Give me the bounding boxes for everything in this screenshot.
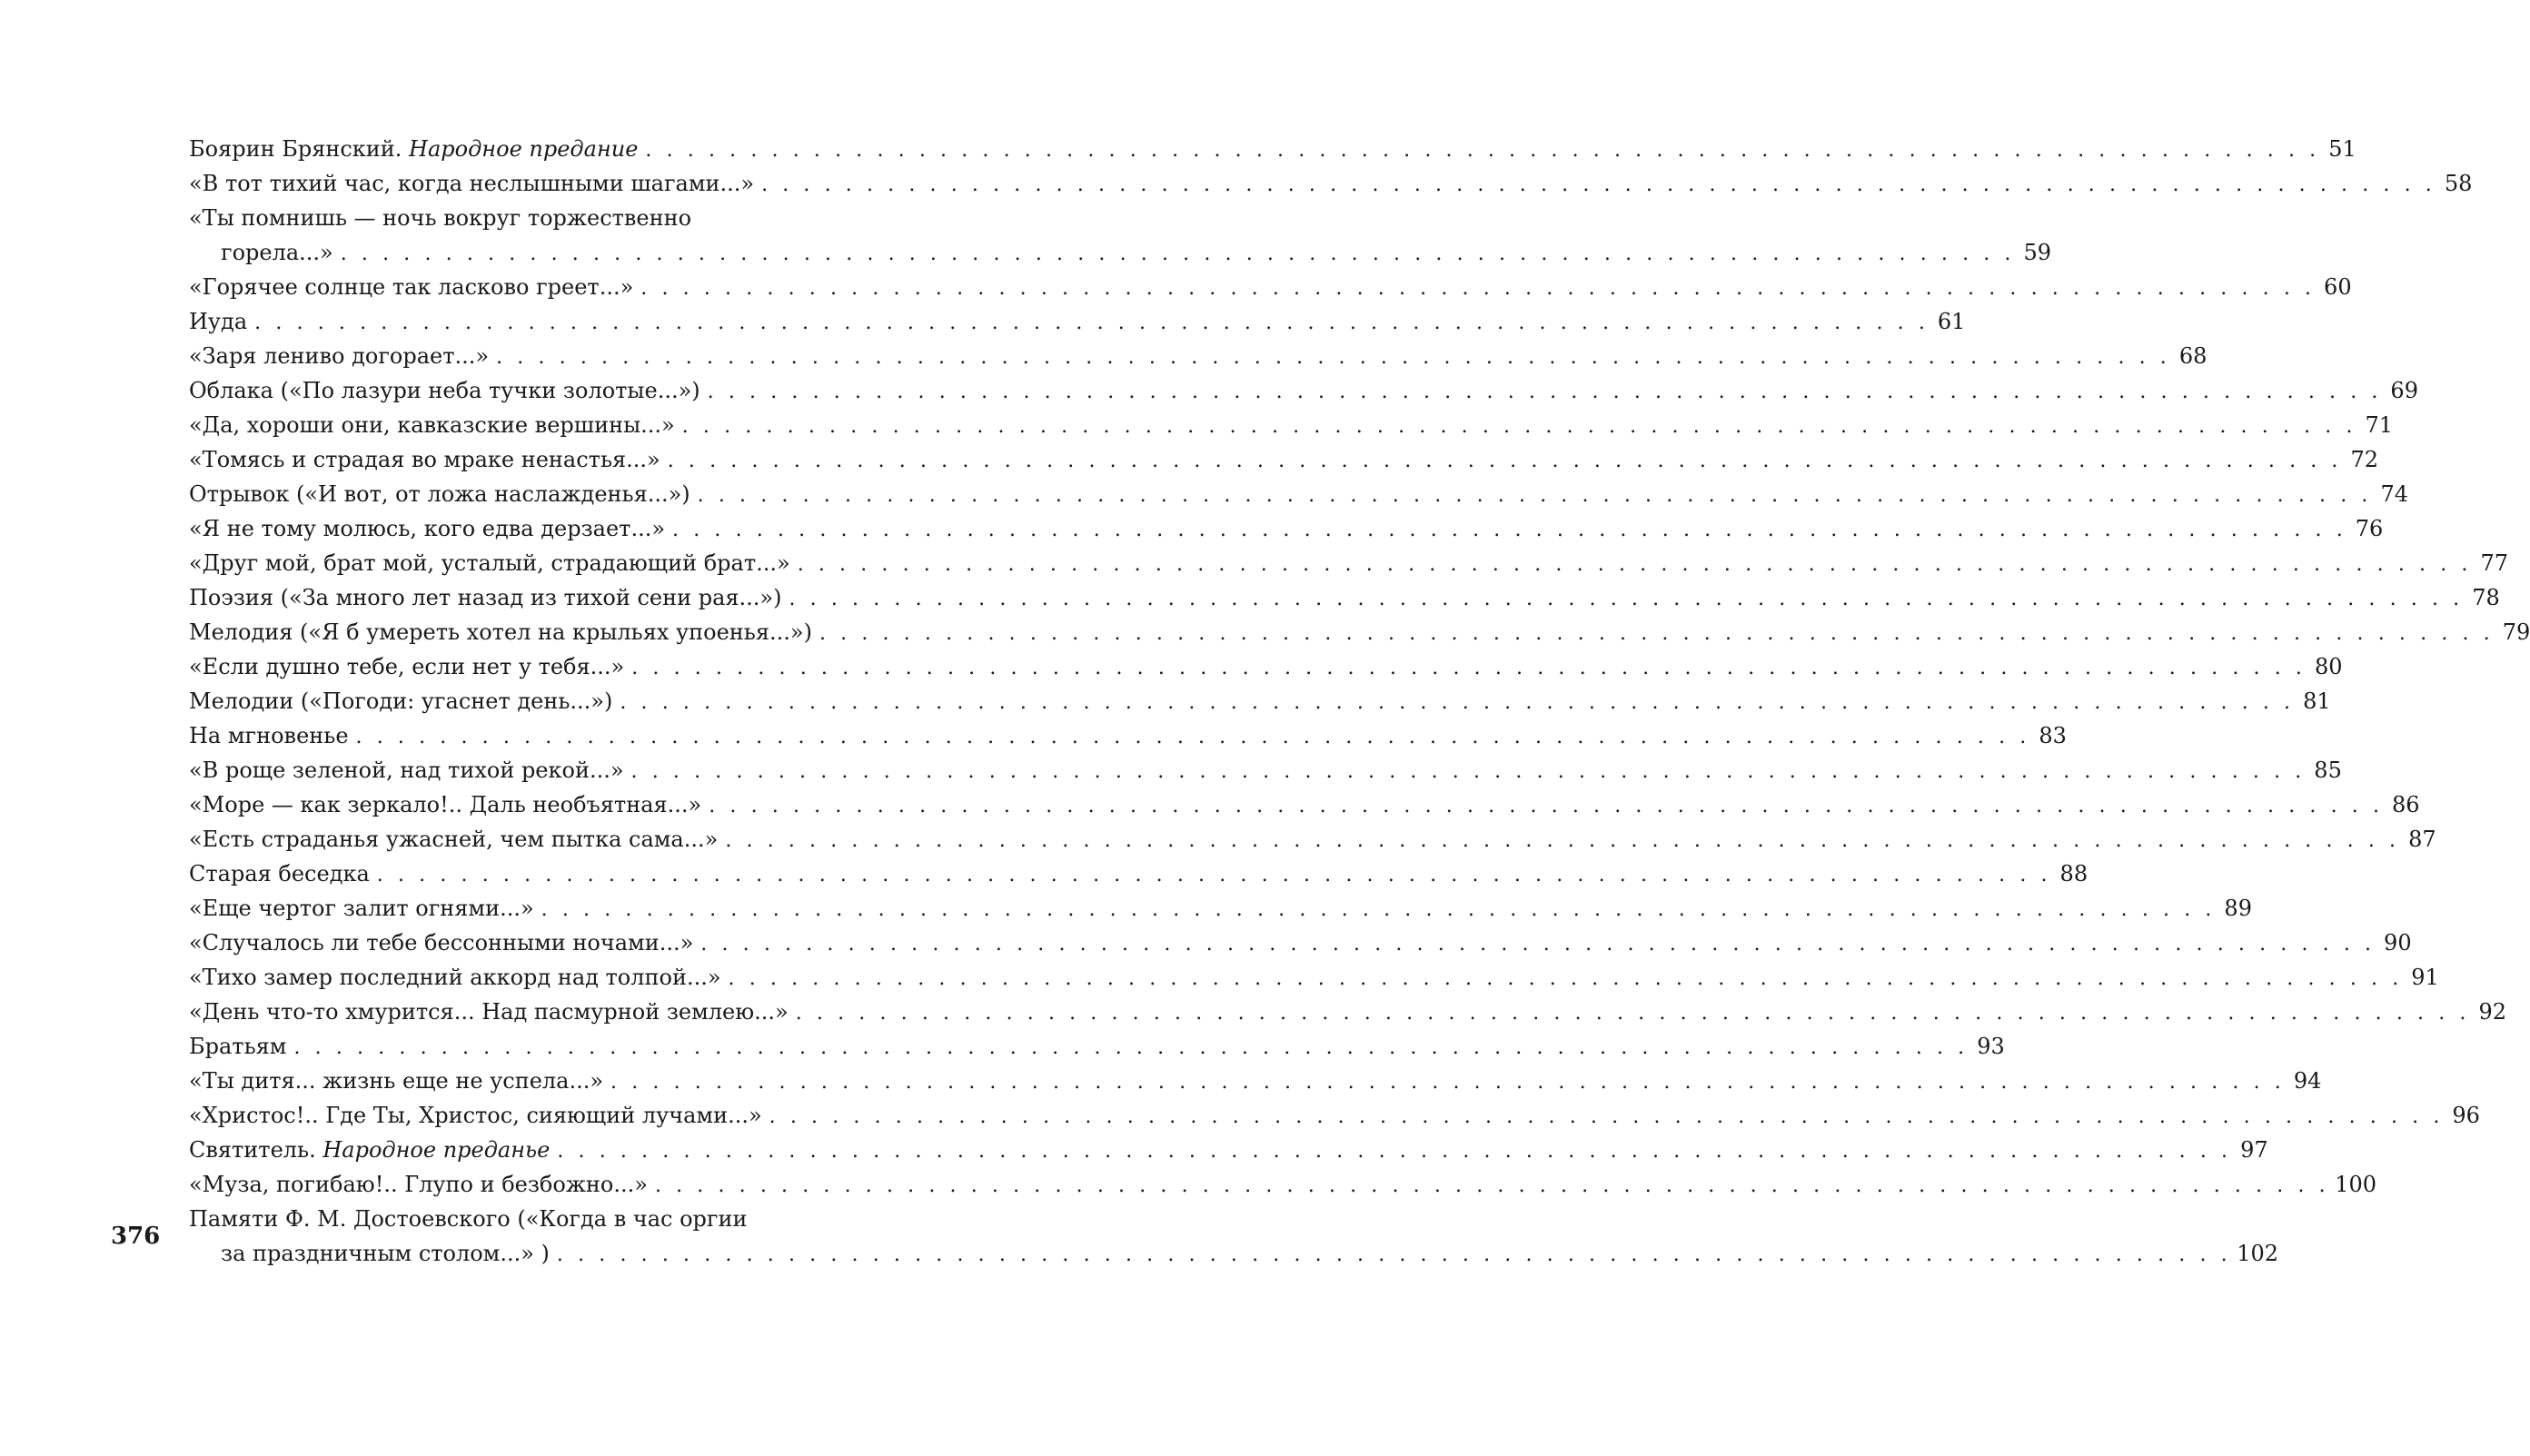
- toc-entry-line: [189, 201, 865, 235]
- toc-entry-line: [189, 270, 2352, 304]
- dot-leader: . . . . . . . . . . . . . . . . . . . . . . . . . . . . . . . . . . . . . . . . . . . . . . . . . . . . . . . . . . . . . . . . . . . . . . . . . . . . . . . .: [761, 173, 2436, 196]
- toc-entry-line: [189, 1098, 2480, 1133]
- toc-entry-title: [189, 822, 718, 857]
- toc-entry-line: [189, 1064, 2322, 1098]
- toc-entry-page: 59: [2023, 240, 2052, 265]
- toc-entry-page: 60: [2324, 274, 2352, 300]
- toc-entry-title: [189, 753, 624, 787]
- toc-entry-page: 72: [2350, 447, 2379, 472]
- toc-entry-page: 96: [2452, 1103, 2480, 1128]
- toc-entry-title: [189, 477, 690, 511]
- toc-entry-line: [189, 511, 2384, 546]
- toc-entry: [189, 960, 2439, 995]
- dot-leader: . . . . . . . . . . . . . . . . . . . . . . . . . . . . . . . . . . . . . . . . . . . . . . . . . . . . . . . . . . . . . . . . . . . . . . . . . . . . . . . .: [769, 1105, 2444, 1128]
- toc-entry-page: 83: [2039, 723, 2067, 748]
- dot-leader: . . . . . . . . . . . . . . . . . . . . . . . . . . . . . . . . . . . . . . . . . . . . . . . . . . . . . . . . . . . . . . . . . . . . . . . . . . . . . . . .: [293, 1036, 1969, 1059]
- dot-leader: . . . . . . . . . . . . . . . . . . . . . . . . . . . . . . . . . . . . . . . . . . . . . . . . . . . . . . . . . . . . . . . . . . . . . . . . . . . . . . . .: [797, 553, 2472, 576]
- toc-entry-line: [189, 1202, 865, 1236]
- toc-entry-title: [189, 1029, 286, 1064]
- toc-entry-line: [189, 753, 2342, 787]
- toc-entry-page: 88: [2059, 861, 2088, 886]
- toc-entry-subtitle: Народное преданье: [322, 1137, 551, 1163]
- toc-entry-title: [189, 649, 624, 684]
- dot-leader: . . . . . . . . . . . . . . . . . . . . . . . . . . . . . . . . . . . . . . . . . . . . . . . . . . . . . . . . . . . . . . . . . . . . . . . . . . . . . . . .: [631, 657, 2307, 679]
- toc-entry-title: [189, 1133, 550, 1167]
- toc-entry-title: [189, 995, 789, 1029]
- toc-entry-line: [189, 649, 2343, 684]
- toc-entry-title: [189, 373, 700, 408]
- toc-entry-subtitle: Народное предание: [409, 136, 639, 162]
- toc-entry-title-text: Боярин Брянский.: [189, 136, 410, 162]
- toc-entry-line: [189, 787, 2420, 822]
- toc-entry-title-text: Отрывок («И вот, от ложа наслажденья...»): [189, 481, 690, 507]
- toc-entry-title-text: Старая беседка: [189, 861, 370, 886]
- toc-entry-line: [189, 132, 2356, 166]
- toc-entry-title-text: Братьям: [189, 1034, 287, 1059]
- dot-leader: . . . . . . . . . . . . . . . . . . . . . . . . . . . . . . . . . . . . . . . . . . . . . . . . . . . . . . . . . . . . . . . . . . . . . . . . . . . . . . . .: [355, 726, 2030, 748]
- toc-entry-line: [189, 546, 2508, 580]
- toc-entry: [189, 1133, 2268, 1167]
- toc-entry-title: [189, 201, 691, 235]
- toc-entry-title: [189, 857, 370, 891]
- toc-entry-title: [189, 718, 349, 753]
- toc-entry-title: [189, 1202, 747, 1236]
- toc-entry-line: [189, 166, 2473, 201]
- toc-entry-page: 100: [2335, 1172, 2377, 1197]
- toc-entry-page: 79: [2502, 619, 2530, 645]
- toc-entry-title-text: «Друг мой, брат мой, усталый, страдающий брат...»: [189, 550, 790, 576]
- toc-entry: [189, 304, 1966, 339]
- toc-entry-page: 94: [2293, 1068, 2322, 1094]
- page-number: 376: [111, 1223, 161, 1250]
- toc-entry-page: 69: [2390, 378, 2418, 403]
- toc-entry-line: [189, 408, 2394, 442]
- toc-entry: [189, 822, 2436, 857]
- toc-entry-line-continued: [189, 1236, 2279, 1271]
- toc-entry-title-text: «Случалось ли тебе бессонными ночами...»: [189, 930, 694, 956]
- toc-entry: [189, 408, 2394, 442]
- toc-entry-title-text: На мгновенье: [189, 723, 349, 748]
- dot-leader: . . . . . . . . . . . . . . . . . . . . . . . . . . . . . . . . . . . . . . . . . . . . . . . . . . . . . . . . . . . . . . . . . . . . . . . . . . . . . . . .: [728, 967, 2403, 990]
- dot-leader: . . . . . . . . . . . . . . . . . . . . . . . . . . . . . . . . . . . . . . . . . . . . . . . . . . . . . . . . . . . . . . . . . . . . . . . . . . . . . . . .: [630, 760, 2306, 783]
- toc-entry-title: [189, 511, 665, 546]
- toc-entry-page: 68: [2178, 343, 2208, 369]
- toc-entry-title: [189, 787, 701, 822]
- table-of-contents: [189, 132, 2530, 1271]
- toc-entry-line: [189, 580, 2500, 615]
- toc-entry: [189, 201, 2052, 270]
- toc-entry-title: [189, 580, 781, 615]
- toc-entry: [189, 373, 2418, 408]
- toc-entry-title-text: Облака («По лазури неба тучки золотые...»): [189, 378, 700, 403]
- toc-entry-title: [189, 408, 675, 442]
- toc-entry-title: [189, 304, 247, 339]
- toc-entry-page: 87: [2408, 827, 2436, 852]
- toc-entry-page: 102: [2237, 1241, 2279, 1266]
- toc-entry-page: 61: [1937, 309, 1966, 334]
- toc-entry-page: 71: [2365, 412, 2394, 438]
- dot-leader: . . . . . . . . . . . . . . . . . . . . . . . . . . . . . . . . . . . . . . . . . . . . . . . . . . . . . . . . . . . . . . . . . . . . . . . . . . . . . . . .: [340, 243, 2016, 265]
- toc-entry: [189, 1029, 2005, 1064]
- toc-entry-line: [189, 684, 2331, 718]
- toc-entry-page: 77: [2480, 550, 2508, 576]
- toc-entry-line: [189, 926, 2412, 960]
- toc-entry: [189, 1064, 2322, 1098]
- toc-entry-page: 85: [2314, 758, 2342, 783]
- toc-entry: [189, 166, 2473, 201]
- toc-entry-line: [189, 442, 2379, 477]
- toc-entry-page: 78: [2472, 585, 2500, 610]
- dot-leader: . . . . . . . . . . . . . . . . . . . . . . . . . . . . . . . . . . . . . . . . . . . . . . . . . . . . . . . . . . . . . . . . . . . . . . . . . . . . . . . .: [610, 1071, 2286, 1094]
- toc-entry-line: [189, 1167, 2377, 1202]
- toc-entry-title: [189, 339, 489, 373]
- toc-entry-title-text: «Заря лениво догорает...»: [189, 343, 490, 369]
- toc-entry-line: [189, 339, 2208, 373]
- toc-entry: [189, 1098, 2480, 1133]
- dot-leader: . . . . . . . . . . . . . . . . . . . . . . . . . . . . . . . . . . . . . . . . . . . . . . . . . . . . . . . . . . . . . . . . . . . . . . . . . . . . . . . .: [709, 795, 2384, 817]
- toc-entry: [189, 995, 2507, 1029]
- toc-entry: [189, 511, 2384, 546]
- toc-entry-title-text: «Муза, погибаю!.. Глупо и безбожно...»: [189, 1172, 648, 1197]
- dot-leader: . . . . . . . . . . . . . . . . . . . . . . . . . . . . . . . . . . . . . . . . . . . . . . . . . . . . . . . . . . . . . . . . . . . . . . . . . . . . . . . .: [376, 864, 2052, 886]
- toc-entry-page: 58: [2444, 171, 2473, 196]
- toc-entry-title: [189, 891, 534, 926]
- toc-entry-page: 92: [2478, 999, 2507, 1025]
- toc-entry-title: [189, 1098, 762, 1133]
- toc-entry-title: [189, 546, 790, 580]
- toc-entry-line: [189, 822, 2436, 857]
- toc-entry-line-continued: [189, 235, 2052, 270]
- toc-entry: [189, 753, 2342, 787]
- toc-entry-title-text: Мелодии («Погоди: угаснет день...»): [189, 688, 613, 714]
- toc-entry: [189, 442, 2379, 477]
- toc-entry-title-text: «Еще чертог залит огнями...»: [189, 896, 534, 921]
- toc-entry: [189, 787, 2420, 822]
- toc-entry: [189, 649, 2343, 684]
- toc-entry-page: 80: [2314, 654, 2343, 679]
- toc-entry-title-text: «Есть страданья ужасней, чем пытка сама...»: [189, 827, 719, 852]
- dot-leader: . . . . . . . . . . . . . . . . . . . . . . . . . . . . . . . . . . . . . . . . . . . . . . . . . . . . . . . . . . . . . . . . . . . . . . . . . . . . . . . .: [725, 829, 2400, 852]
- toc-entry-title-text: «В роще зеленой, над тихой рекой...»: [189, 758, 624, 783]
- toc-entry: [189, 477, 2408, 511]
- toc-entry-line: [189, 1133, 2268, 1167]
- toc-entry: [189, 1167, 2377, 1202]
- toc-entry: [189, 891, 2252, 926]
- toc-entry: [189, 270, 2352, 304]
- toc-entry-title-text: «Ты дитя... жизнь еще не успела...»: [189, 1068, 604, 1094]
- toc-entry: [189, 615, 2530, 649]
- dot-leader: . . . . . . . . . . . . . . . . . . . . . . . . . . . . . . . . . . . . . . . . . . . . . . . . . . . . . . . . . . . . . . . . . . . . . . . . . . . . . . . .: [681, 415, 2357, 438]
- toc-entry: [189, 926, 2412, 960]
- toc-entry-title-text: «Христос!.. Где Ты, Христос, сияющий лучами...»: [189, 1103, 762, 1128]
- toc-entry-line: [189, 373, 2418, 408]
- dot-leader: . . . . . . . . . . . . . . . . . . . . . . . . . . . . . . . . . . . . . . . . . . . . . . . . . . . . . . . . . . . . . . . . . . . . . . . . . . . . . . . .: [672, 519, 2347, 541]
- toc-entry-title-continued: горела...»: [221, 240, 333, 265]
- toc-entry-title-text: Поэзия («За много лет назад из тихой сени рая...»): [189, 585, 782, 610]
- toc-entry-title-text: «Тихо замер последний аккорд над толпой...»: [189, 965, 721, 990]
- toc-entry-line: [189, 615, 2530, 649]
- toc-entry-line: [189, 995, 2507, 1029]
- dot-leader: . . . . . . . . . . . . . . . . . . . . . . . . . . . . . . . . . . . . . . . . . . . . . . . . . . . . . . . . . . . . . . . . . . . . . . . . . . . . . . . .: [557, 1140, 2232, 1163]
- toc-entry-page: 90: [2384, 930, 2412, 956]
- dot-leader: . . . . . . . . . . . . . . . . . . . . . . . . . . . . . . . . . . . . . . . . . . . . . . . . . . . . . . . . . . . . . . . . . . . . . . . . . . . . . . . .: [640, 277, 2316, 300]
- toc-entry-line: [189, 960, 2439, 995]
- toc-entry-title-text: «Я не тому молюсь, кого едва дерзает...»: [189, 516, 666, 541]
- toc-entry-page: 97: [2240, 1137, 2268, 1163]
- toc-entry-page: 74: [2380, 481, 2408, 507]
- dot-leader: . . . . . . . . . . . . . . . . . . . . . . . . . . . . . . . . . . . . . . . . . . . . . . . . . . . . . . . . . . . . . . . . . . . . . . . . . . . . . . . .: [620, 691, 2295, 714]
- toc-entry-page: 91: [2411, 965, 2439, 990]
- toc-entry-title: [189, 166, 754, 201]
- toc-entry-title-text: «Да, хороши они, кавказские вершины...»: [189, 412, 675, 438]
- toc-entry: [189, 1202, 2279, 1271]
- toc-entry-title: [189, 684, 612, 718]
- toc-entry-title-text: «Томясь и страдая во мраке ненастья...»: [189, 447, 660, 472]
- toc-entry: [189, 546, 2508, 580]
- dot-leader: . . . . . . . . . . . . . . . . . . . . . . . . . . . . . . . . . . . . . . . . . . . . . . . . . . . . . . . . . . . . . . . . . . . . . . . . . . . . . . . .: [541, 898, 2216, 921]
- toc-entry-page: 89: [2224, 896, 2252, 921]
- toc-entry: [189, 132, 2356, 166]
- toc-entry: [189, 684, 2331, 718]
- toc-entry-title-text: Памяти Ф. М. Достоевского («Когда в час оргии: [189, 1206, 748, 1232]
- dot-leader: . . . . . . . . . . . . . . . . . . . . . . . . . . . . . . . . . . . . . . . . . . . . . . . . . . . . . . . . . . . . . . . . . . . . . . . . . . . . . . . .: [496, 346, 2171, 369]
- toc-entry-title-text: «Море — как зеркало!.. Даль необъятная...»: [189, 792, 702, 817]
- dot-leader: . . . . . . . . . . . . . . . . . . . . . . . . . . . . . . . . . . . . . . . . . . . . . . . . . . . . . . . . . . . . . . . . . . . . . . . . . . . . . . . .: [697, 484, 2372, 507]
- toc-entry-title: [189, 270, 633, 304]
- dot-leader: . . . . . . . . . . . . . . . . . . . . . . . . . . . . . . . . . . . . . . . . . . . . . . . . . . . . . . . . . . . . . . . . . . . . . . . . . . . . . . . .: [819, 622, 2495, 645]
- toc-entry-title: [189, 132, 638, 166]
- dot-leader: . . . . . . . . . . . . . . . . . . . . . . . . . . . . . . . . . . . . . . . . . . . . . . . . . . . . . . . . . . . . . . . . . . . . . . . . . . . . . . . .: [654, 1174, 2330, 1197]
- toc-entry-page: 93: [1977, 1034, 2005, 1059]
- toc-entry-title: [189, 960, 721, 995]
- toc-entry-title-text: «Если душно тебе, если нет у тебя...»: [189, 654, 625, 679]
- toc-entry-line: [189, 1029, 2005, 1064]
- dot-leader: . . . . . . . . . . . . . . . . . . . . . . . . . . . . . . . . . . . . . . . . . . . . . . . . . . . . . . . . . . . . . . . . . . . . . . . . . . . . . . . .: [645, 139, 2320, 162]
- toc-entry-title: [189, 1064, 603, 1098]
- toc-entry-line: [189, 477, 2408, 511]
- toc-entry-title-continued: за праздничным столом...» ): [221, 1241, 550, 1266]
- dot-leader: . . . . . . . . . . . . . . . . . . . . . . . . . . . . . . . . . . . . . . . . . . . . . . . . . . . . . . . . . . . . . . . . . . . . . . . . . . . . . . . .: [707, 381, 2382, 403]
- toc-entry-title-text: «Горячее солнце так ласково греет...»: [189, 274, 634, 300]
- toc-entry: [189, 718, 2067, 753]
- toc-entry-line: [189, 857, 2088, 891]
- toc-entry: [189, 580, 2500, 615]
- dot-leader: . . . . . . . . . . . . . . . . . . . . . . . . . . . . . . . . . . . . . . . . . . . . . . . . . . . . . . . . . . . . . . . . . . . . . . . . . . . . . . . .: [789, 588, 2464, 610]
- toc-entry: [189, 857, 2088, 891]
- toc-entry: [189, 339, 2208, 373]
- toc-entry-title: [189, 615, 812, 649]
- toc-entry-page: 86: [2392, 792, 2420, 817]
- dot-leader: . . . . . . . . . . . . . . . . . . . . . . . . . . . . . . . . . . . . . . . . . . . . . . . . . . . . . . . . . . . . . . . . . . . . . . . . . . . . . . . .: [254, 312, 1930, 334]
- toc-entry-title: [189, 1167, 648, 1202]
- dot-leader: . . . . . . . . . . . . . . . . . . . . . . . . . . . . . . . . . . . . . . . . . . . . . . . . . . . . . . . . . . . . . . . . . . . . . . . . . . . . . . . .: [700, 933, 2376, 956]
- toc-entry-page: 76: [2355, 516, 2384, 541]
- dot-leader: . . . . . . . . . . . . . . . . . . . . . . . . . . . . . . . . . . . . . . . . . . . . . . . . . . . . . . . . . . . . . . . . . . . . . . . . . . . . . . . .: [556, 1243, 2232, 1266]
- toc-entry-title-text: Святитель.: [189, 1137, 323, 1163]
- toc-entry-page: 81: [2303, 688, 2331, 714]
- toc-entry-title: [189, 926, 693, 960]
- toc-entry-line: [189, 718, 2067, 753]
- toc-entry-title-text: «В тот тихий час, когда неслышными шагами...»: [189, 171, 755, 196]
- toc-entry-title: [189, 442, 660, 477]
- toc-entry-title-text: Иуда: [189, 309, 248, 334]
- dot-leader: . . . . . . . . . . . . . . . . . . . . . . . . . . . . . . . . . . . . . . . . . . . . . . . . . . . . . . . . . . . . . . . . . . . . . . . . . . . . . . . .: [667, 450, 2343, 472]
- toc-entry-title-text: «День что-то хмурится... Над пасмурной землею...»: [189, 999, 789, 1025]
- toc-entry-page: 51: [2328, 136, 2356, 162]
- toc-entry-title-text: Мелодия («Я б умереть хотел на крыльях упоенья...»): [189, 619, 812, 645]
- toc-entry-line: [189, 304, 1966, 339]
- dot-leader: . . . . . . . . . . . . . . . . . . . . . . . . . . . . . . . . . . . . . . . . . . . . . . . . . . . . . . . . . . . . . . . . . . . . . . . . . . . . . . . .: [795, 1002, 2471, 1025]
- toc-entry-title-text: «Ты помнишь — ночь вокруг торжественно: [189, 205, 692, 231]
- toc-entry-line: [189, 891, 2252, 926]
